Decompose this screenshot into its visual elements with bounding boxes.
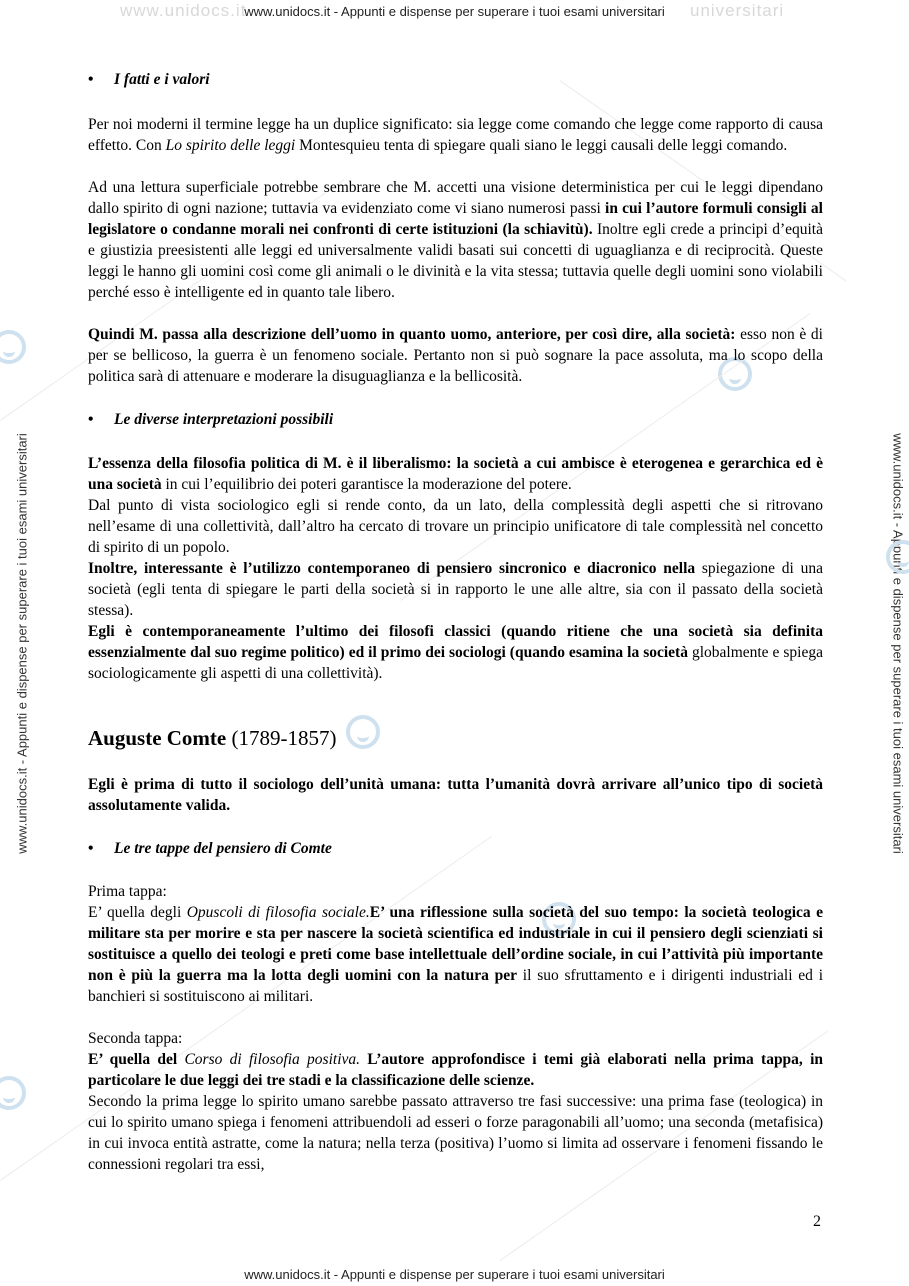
text-run: Egli è contemporaneamente l’ultimo dei filosofi classici (quando ritiene che una società sia definita essenzialmente dal suo regime politico) ed il primo dei sociologi (quando esamina la società: [88, 623, 823, 661]
text-run: esso non è di per se bellicoso, la guerra è un fenomeno sociale. Pertanto non si può sognare la pace assoluta, ma lo scopo della politica sarà di attenuare e moderare la disuguaglianza e la bellicosità.: [88, 326, 823, 385]
book-title: Corso di filosofia positiva.: [184, 1051, 361, 1068]
section-bullet-label: Le diverse interpretazioni possibili: [114, 411, 334, 428]
paragraph: Dal punto di vista sociologico egli si rende conto, da un lato, della complessità degli aspetti che si ritrovano nell’esame di una collettività, dall’altro ha cercato di trovare un principio unificatore di tale complessità nel concetto di spirito di un popolo.: [88, 497, 823, 556]
watermark-logo-icon: [346, 715, 380, 749]
watermark-bottom: www.unidocs.it - Appunti e dispense per superare i tuoi esami universitari: [244, 1267, 665, 1282]
paragraph: [88, 1049, 823, 1091]
bullet-icon: •: [88, 840, 94, 857]
paragraph: Egli è prima di tutto il sociologo dell’unità umana: tutta l’umanità dovrà arrivare all’unico tipo di società assolutamente valida.: [88, 776, 823, 814]
text-run: spiegazione di una società (egli tenta di spiegare le parti della società si in rapporto le une alle altre, sia con il passato della società stessa).: [88, 560, 823, 619]
text-run: L’autore approfondisce i temi già elaborati nella prima tappa, in particolare le due leggi dei tre stadi e la classificazione delle scienze.: [88, 1051, 824, 1089]
book-title: Lo spirito delle leggi: [165, 137, 296, 154]
paragraph: [88, 177, 823, 303]
text-run: E’ una riflessione sulla società del suo tempo: la società teologica e militare sta per morire e sta per nascere la società scientifica ed industriale in cui il pensiero degli scienziati si sostituisce a quello dei teologi e preti come base intellettuale dell’ordine sociale, in cui l’attività più importante non è più la guerra ma la lotta degli uomini con la natura per: [88, 904, 823, 984]
text-run: in cui l’equilibrio dei poteri garantisce la moderazione del potere.: [161, 476, 572, 493]
watermark-top: www.unidocs.it - Appunti e dispense per superare i tuoi esami universitari: [244, 4, 665, 19]
paragraph: [88, 114, 823, 156]
paragraph: [88, 902, 823, 1007]
paragraph: [88, 453, 823, 495]
section-bullet-label: I fatti e i valori: [114, 71, 210, 88]
section-bullet: [88, 840, 332, 858]
text-run: E’ quella degli: [88, 904, 187, 921]
book-title: Opuscoli di filosofia sociale.: [186, 904, 370, 921]
text-run: Inoltre egli crede a principi d’equità e giustizia preesistenti alle leggi ed universalmente validi basati sui concetti di uguaglianza e di reciprocità. Queste leggi le hanno gli uomini così come gli animali o le divinità e la vita stessa; tuttavia quelle degli uomini sono violabili perché esso è intelligente ed in quanto tale libero.: [88, 221, 823, 301]
watermark-ghost-top-left: www.unidocs.it: [120, 1, 247, 20]
section-bullet-label: Le tre tappe del pensiero di Comte: [114, 840, 332, 857]
text-run: il suo sfruttamento e i dirigenti industriali ed i banchieri si sostituiscono ai militari.: [88, 967, 823, 1005]
text-run: Montesquieu tenta di spiegare quali siano le leggi causali delle leggi comando.: [295, 137, 788, 154]
bullet-icon: •: [88, 71, 94, 88]
watermark-right: www.unidocs.it - Appunti e dispense per superare i tuoi esami universitari: [890, 433, 906, 854]
watermark-ghost-top-right: universitari: [690, 1, 785, 20]
bullet-icon: •: [88, 411, 94, 428]
text-run: E’ quella del: [88, 1051, 185, 1068]
paragraph: [88, 558, 823, 621]
text-run: Inoltre, interessante è l’utilizzo contemporaneo di pensiero sincronico e diacronico nella: [88, 560, 696, 577]
text-run: in cui l’autore formuli consigli al legislatore o condanne morali nei confronti di certe istituzioni (la schiavitù).: [88, 200, 823, 238]
paragraph: [88, 621, 823, 684]
page-number: 2: [813, 1213, 821, 1230]
watermark-logo-icon: [0, 1076, 26, 1110]
text-run: Ad una lettura superficiale potrebbe sembrare che M. accetti una visione deterministica per cui le leggi dipendano dallo spirito di ogni nazione; tuttavia va evidenziato come vi siano numerosi passi: [88, 179, 823, 217]
section-heading: [88, 726, 336, 751]
watermark-left: www.unidocs.it - Appunti e dispense per superare i tuoi esami universitari: [14, 433, 30, 854]
paragraph: Secondo la prima legge lo spirito umano sarebbe passato attraverso tre fasi successive: una prima fase (teologica) in cui lo spirito umano spiega i fenomeni attribuendoli ad esseri o forze paragonabili all’uomo; una seconda (metafisica) in cui invoca entità astratte, come la natura; nella terza (positiva) l’uomo si limita ad osservare i fenomeni fissando le connessioni regolari tra essi,: [88, 1093, 823, 1173]
watermark-logo-icon: [886, 540, 909, 574]
text-run: globalmente e spiega sociologicamente gli aspetti di una collettività).: [88, 644, 824, 682]
text-run: Quindi M. passa alla descrizione dell’uomo in quanto uomo, anteriore, per così dire, alla società:: [88, 326, 736, 343]
paragraph: [88, 324, 823, 387]
text-run: L’essenza della filosofia politica di M. è il liberalismo: la società a cui ambisce è eterogenea e gerarchica ed è una società: [88, 455, 823, 493]
paragraph: Prima tappa:: [88, 883, 167, 900]
heading-dates: (1789-1857): [226, 726, 337, 750]
paragraph: Seconda tappa:: [88, 1030, 183, 1047]
section-bullet: [88, 71, 210, 89]
section-bullet: [88, 411, 334, 429]
text-run: Per noi moderni il termine legge ha un duplice significato: sia legge come comando che legge come rapporto di causa effetto. Con: [88, 116, 823, 154]
heading-name: Auguste Comte: [88, 726, 227, 750]
